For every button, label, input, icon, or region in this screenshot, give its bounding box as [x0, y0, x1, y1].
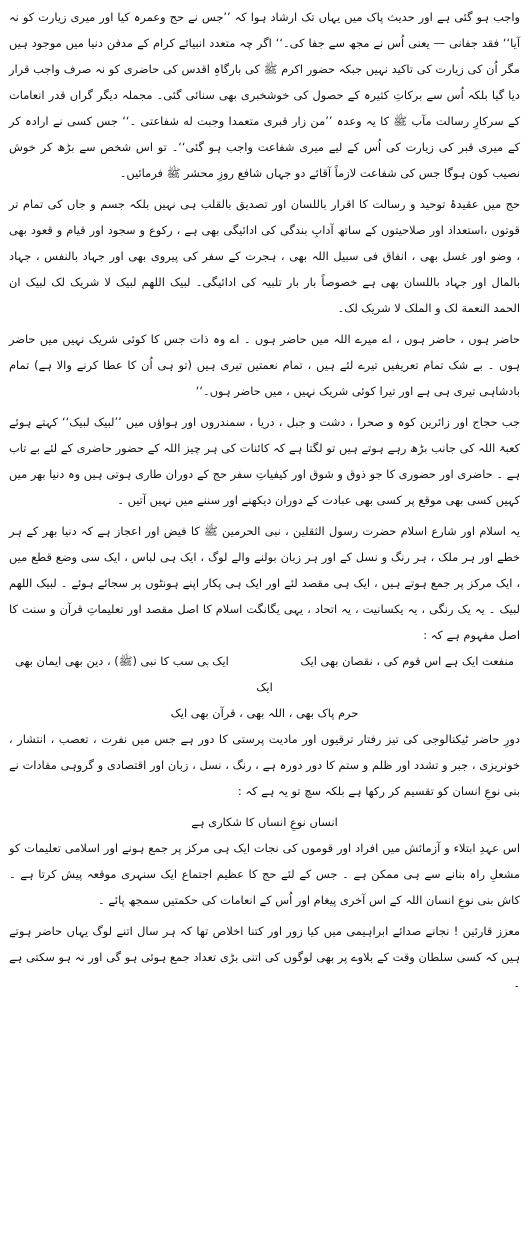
paragraph-5: یہ اسلام اور شارع اسلام حضرت رسول الثقلین ، نبی الحرمین ﷺ کا فیض اور اعجاز ہے کہ دنیا بھر کے ہر خطے اور ہر ملک ، ہر رنگ و نسل کے اور ہر زبان بولنے والے لوگ ، ایک ہی لباس ، ایک سی وضع قطع میں ، ایک مرکز پر جمع ہوتے ہیں ، ایک ہی مقصد لئے اور ایک ہی پکار اپنے ہونٹوں پر سجائے ہوئے ۔ لبیک اللھم لبیک ۔ یہ یک رنگی ، یہ یکسانیت ، یہ اتحاد ، یہی یگانگت اسلام کا اصل مقصد اور تعلیماتِ قرآن و سنت کا اصل مفہوم ہے کہ : — [9, 524, 520, 642]
paragraph-6: دورِ حاضر ٹیکنالوجی کی تیز رفتار ترقیوں اور مادیت پرستی کا دور ہے جس میں نفرت ، تعصب ، انتشار ، خونریزی ، جبر و تشدد اور ظلم و ستم کا دور دورہ ہے ، رنگ ، نسل ، زبان اور اقتصادی و گروہی مفادات نے بنی نوعِ انسان کو تقسیم کر رکھا ہے بلکہ سچ تو یہ ہے کہ : — [9, 732, 520, 798]
verse-line-3: حرم پاک بھی ، اللہ بھی ، قرآن بھی ایک — [170, 706, 359, 720]
paragraph-3: حاضر ہوں ، حاضر ہوں ، اے میرے اللہ میں حاضر ہوں ۔ اے وہ ذات جس کا کوئی شریک نہیں میں حاضر ہوں ۔ بے شک تمام تعریفیں تیرے لئے ہیں ، تمام نعمتیں تیری ہیں (تو ہی اُن کا عطا کرنے والا ہے) تمام بادشاہی تیری ہی ہے اور تیرا کوئی شریک نہیں ، میں حاضر ہوں۔‘‘ — [9, 332, 520, 398]
verse-line-1 — [9, 648, 520, 674]
centered-verse: انساں نوعِ انساں کا شکاری ہے — [191, 815, 338, 829]
paragraph-2: حج میں عقیدۂ توحید و رسالت کا اقرار باللسان اور تصدیق بالقلب ہی نہیں بلکہ جسم و جاں کی تمام تر قوتوں ،استعداد اور صلاحیتوں کے ساتھ آدابِ بندگی کی ادائیگی بھی ہے ، رکوع و سجود اور قیام و قعود بھی ، وضو اور غسل بھی ، انفاق فی سبیل اللہ بھی ، ہجرت کے سفر کی پیروی بھی اور جہاد بالنفس ، جہاد بالمال اور جہاد باللسان بھی ہے خصوصاً بار بار تلبیہ کی ادائیگی۔ لبیک اللھم لبیک لا شریک لک لبیک ان الحمد النعمة لک و الملک لا شریک لک۔ — [9, 197, 520, 315]
paragraph-4: جب حجاج اور زائرین کوہ و صحرا ، دشت و جبل ، دریا ، سمندروں اور ہواؤں میں ’’لبیک لبیک‘‘ کہتے ہوئے کعبۃ اللہ کی جانب بڑھ رہے ہوتے ہیں تو لگتا ہے کہ کائنات کی ہر چیز اللہ کے حضور حاضری کے لئے بے تاب ہے ۔ حاضری اور حضوری کا جو ذوق و شوق اور کیفیاتِ سفر حج کے دوران طاری ہوتی ہیں وہ دنیا بھر میں کہیں کسی بھی موقع پر کسی بھی عبادت کے دوران دیکھنے اور سننے میں نہیں آتیں ۔ — [9, 415, 520, 507]
verse-line-1-left: ایک ہی سب کا نبی (ﷺ) ، دین بھی ایمان بھی — [15, 654, 229, 668]
paragraph-1: واجب ہو گئی ہے اور حدیث پاک میں یہاں تک ارشاد ہوا کہ ’’جس نے حج وعمرہ کیا اور میری زیارت کو نہ آیا‘‘ فقد جفانی — یعنی اُس نے مجھ سے جفا کی۔‘‘ اگر چہ متعدد انبیائے کرام کے مدفن دنیا میں موجود ہیں مگر اُن کی زیارت کی تاکید نہیں جبکہ حضور اکرم ﷺ کی بارگاہِ اقدس کی حاضری کو نہ صرف واجب قرار دیا گیا بلکہ اُس سے برکاتِ کثیرہ کے حصول کی خوشخبری بھی سنائی گئی۔ مجملہ دیگر گراں قدر انعامات کے سرکارِ رسالت مآب ﷺ کا یہ وعدہ ’’من زار قبری متعمدا وجبت له شفاعتی ۔‘‘ جس کسی نے ارادہ کر کے میری قبر کی زیارت کی اُس کے لیے میری شفاعت واجب ہو گئی‘‘۔ تو اس شخص سے بڑھ کر خوش نصیب کون ہوگا جس کی شفاعت لازماً آقائے دو جہاں شافع روزِ محشر ﷺ فرمائیں۔ — [9, 10, 520, 180]
verse-line-2: ایک — [256, 680, 273, 694]
paragraph-8: معزز قارئین ! نجانے صدائے ابراہیمی میں کیا زور اور کتنا اخلاص تھا کہ ہر سال اتنے لوگ یہاں حاضر ہوتے ہیں کہ کسی سلطان وقت کے بلاوے پر بھی لوگوں کی اتنی بڑی تعداد جمع ہوئی ہو گی اور نہ ہو سکتی ہے ۔ — [9, 924, 520, 990]
verse-line-1-right: منفعت ایک ہے اس قوم کی ، نقصان بھی ایک — [300, 654, 514, 668]
paragraph-7: اس عہدِ ابتلاء و آزمائش میں افراد اور قوموں کی نجات ایک ہی مرکز پر جمع ہونے اور اسلامی تعلیمات کو مشعلِ راہ بنانے سے ہی ممکن ہے ۔ جس کے لئے حج کا عظیم اجتماع ایک سنہری موقعہ پیش کرتا ہے ۔ کاش بنی نوعِ انسان اللہ کے اس آخری پیغام اور اُس کے انعامات کی حکمتیں سمجھ پائے ۔ — [9, 841, 520, 907]
